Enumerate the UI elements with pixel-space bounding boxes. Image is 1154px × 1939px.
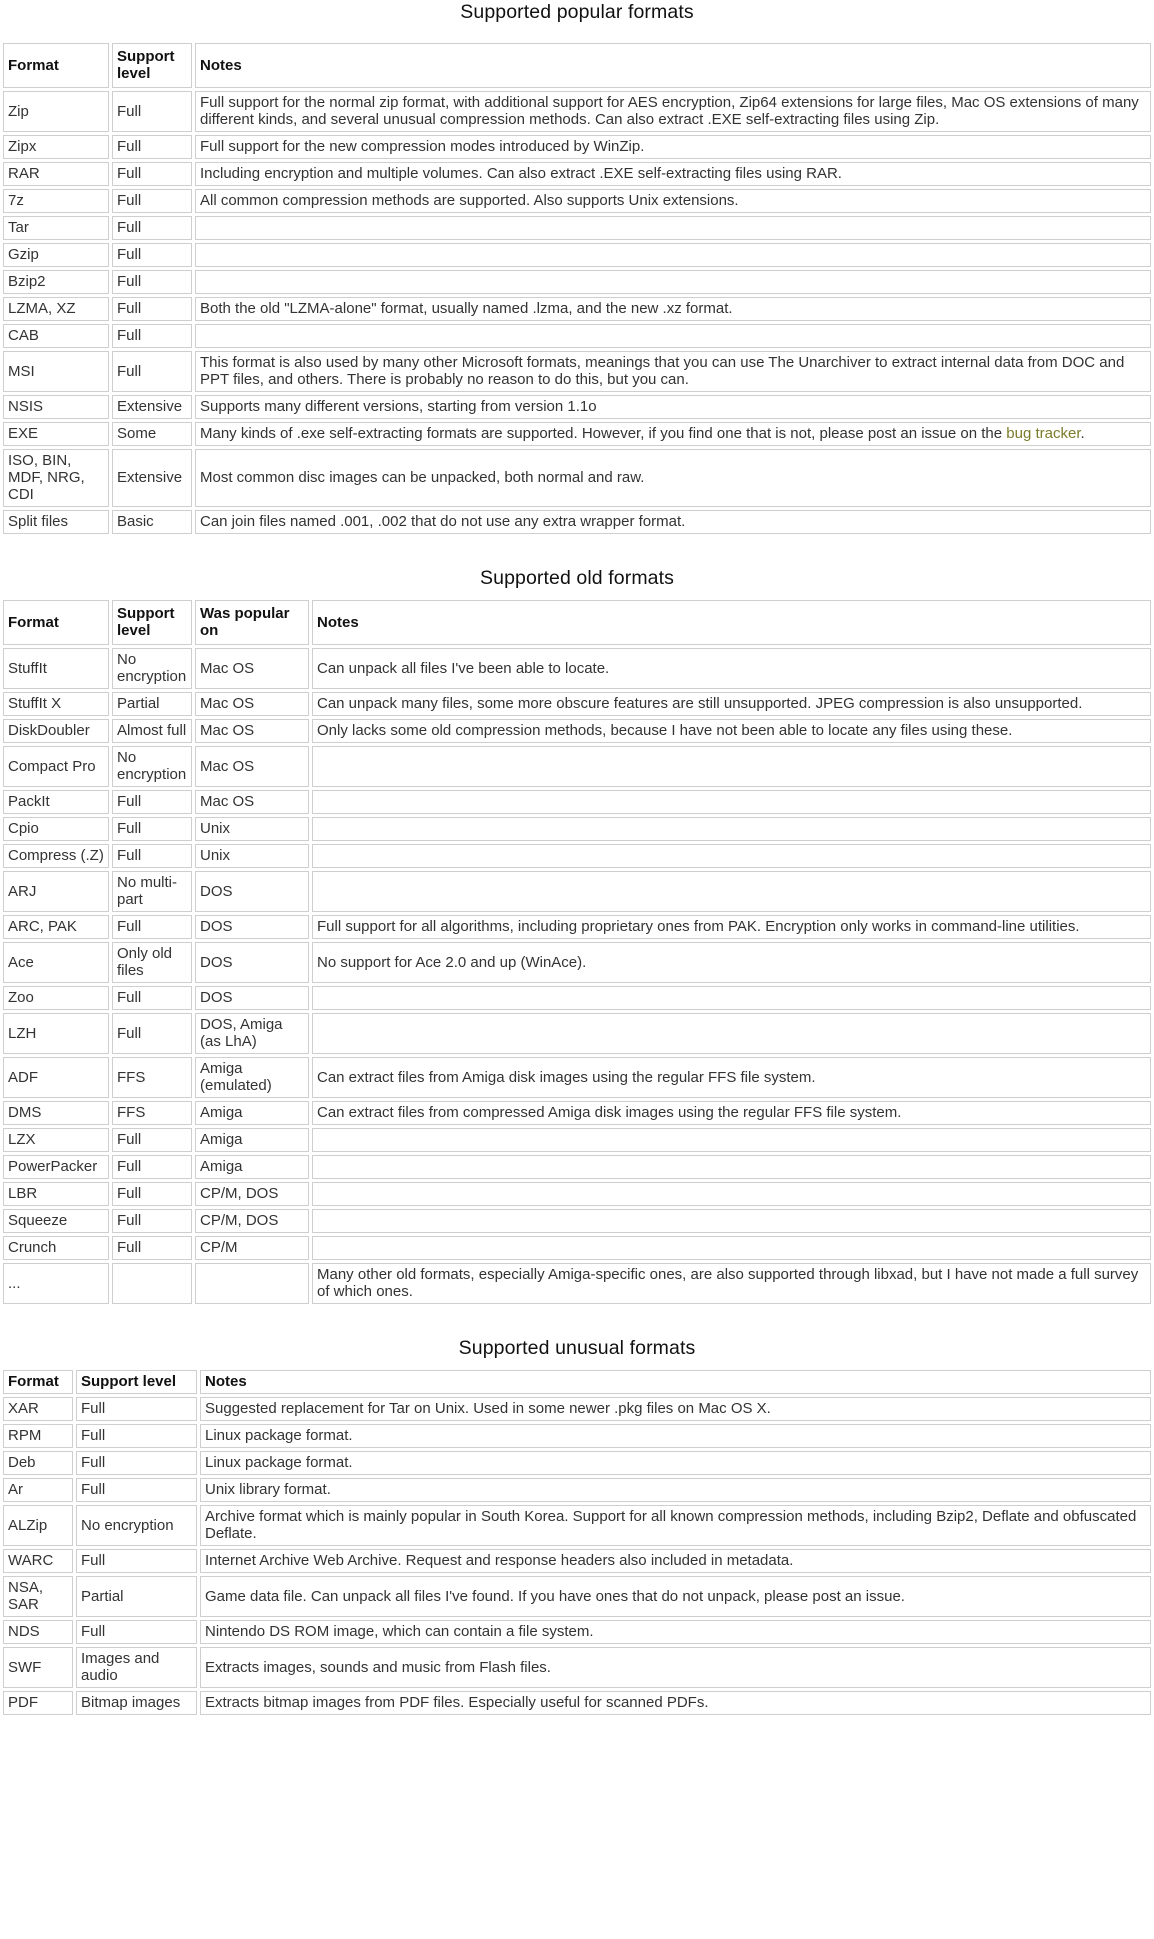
notes-cell: Supports many different versions, starting from version 1.1o [195, 395, 1151, 419]
notes-cell: Full support for the new compression modes introduced by WinZip. [195, 135, 1151, 159]
table-row [3, 395, 1151, 419]
notes-cell [195, 216, 1151, 240]
notes-cell: Both the old "LZMA-alone" format, usually named .lzma, and the new .xz format. [195, 297, 1151, 321]
format-cell: Zipx [3, 135, 109, 159]
table-row [3, 1101, 1151, 1125]
column-header-format: Format [3, 600, 109, 645]
table-row [3, 844, 1151, 868]
support-level-cell: No encryption [76, 1505, 197, 1546]
popular-on-cell [195, 1263, 309, 1304]
popular-on-cell: DOS [195, 915, 309, 939]
table-row [3, 1057, 1151, 1098]
format-cell: PowerPacker [3, 1155, 109, 1179]
table-row [3, 648, 1151, 689]
table-header-row [3, 1370, 1151, 1394]
notes-cell [312, 817, 1151, 841]
table-row [3, 1397, 1151, 1421]
format-cell: RPM [3, 1424, 73, 1448]
notes-cell: Archive format which is mainly popular in South Korea. Support for all known compression methods, including Bzip2, Deflate and obfuscated Deflate. [200, 1505, 1151, 1546]
support-level-cell: Bitmap images [76, 1691, 197, 1715]
support-level-cell: Full [76, 1549, 197, 1573]
format-cell: NDS [3, 1620, 73, 1644]
table-header-row [3, 43, 1151, 88]
notes-cell: Linux package format. [200, 1424, 1151, 1448]
notes-cell [312, 871, 1151, 912]
notes-cell [312, 790, 1151, 814]
notes-cell: Can unpack many files, some more obscure features are still unsupported. JPEG compression is also unsupported. [312, 692, 1151, 716]
notes-cell: Internet Archive Web Archive. Request and response headers also included in metadata. [200, 1549, 1151, 1573]
table-row [3, 324, 1151, 348]
table-row [3, 351, 1151, 392]
notes-cell: Suggested replacement for Tar on Unix. Used in some newer .pkg files on Mac OS X. [200, 1397, 1151, 1421]
table-row [3, 1451, 1151, 1475]
popular-on-cell: Unix [195, 817, 309, 841]
notes-cell: Nintendo DS ROM image, which can contain a file system. [200, 1620, 1151, 1644]
table-row [3, 1620, 1151, 1644]
popular-on-cell: Amiga [195, 1155, 309, 1179]
support-level-cell: Full [76, 1620, 197, 1644]
format-cell: Squeeze [3, 1209, 109, 1233]
format-cell: DMS [3, 1101, 109, 1125]
support-level-cell: Full [112, 270, 192, 294]
support-level-cell: Full [76, 1451, 197, 1475]
popular-on-cell: Mac OS [195, 692, 309, 716]
popular-on-cell: Amiga [195, 1128, 309, 1152]
popular-on-cell: Amiga (emulated) [195, 1057, 309, 1098]
format-cell: LZH [3, 1013, 109, 1054]
table-row [3, 1505, 1151, 1546]
format-cell: PDF [3, 1691, 73, 1715]
format-cell: Zip [3, 91, 109, 132]
popular-on-cell: CP/M, DOS [195, 1182, 309, 1206]
notes-cell [312, 1128, 1151, 1152]
notes-cell: This format is also used by many other Microsoft formats, meanings that you can use The Unarchiver to extract internal data from DOC and PPT files, and others. There is probably no reason to do this, but you can. [195, 351, 1151, 392]
support-level-cell: Full [112, 91, 192, 132]
format-cell: ARC, PAK [3, 915, 109, 939]
notes-cell: Can extract files from Amiga disk images using the regular FFS file system. [312, 1057, 1151, 1098]
table-row [3, 1263, 1151, 1304]
support-level-cell: Full [112, 844, 192, 868]
table-row [3, 1209, 1151, 1233]
format-cell: XAR [3, 1397, 73, 1421]
support-level-cell: Full [76, 1397, 197, 1421]
format-cell: Bzip2 [3, 270, 109, 294]
support-level-cell: Full [76, 1424, 197, 1448]
popular-on-cell: Unix [195, 844, 309, 868]
notes-cell [312, 1155, 1151, 1179]
format-cell: Compress (.Z) [3, 844, 109, 868]
notes-cell [312, 844, 1151, 868]
column-header-format: Format [3, 1370, 73, 1394]
support-level-cell: Full [112, 297, 192, 321]
format-cell: ADF [3, 1057, 109, 1098]
notes-cell: Game data file. Can unpack all files I've found. If you have ones that do not unpack, please post an issue. [200, 1576, 1151, 1617]
notes-cell: Can join files named .001, .002 that do not use any extra wrapper format. [195, 510, 1151, 534]
notes-cell: Including encryption and multiple volumes. Can also extract .EXE self-extracting files using RAR. [195, 162, 1151, 186]
format-cell: LZX [3, 1128, 109, 1152]
notes-cell: Can unpack all files I've been able to locate. [312, 648, 1151, 689]
table-row [3, 790, 1151, 814]
old-formats-title: Supported old formats [480, 567, 674, 589]
format-cell: Cpio [3, 817, 109, 841]
popular-on-cell: Amiga [195, 1101, 309, 1125]
table-row [3, 243, 1151, 267]
notes-cell [195, 422, 1151, 446]
table-row [3, 189, 1151, 213]
notes-cell: Linux package format. [200, 1451, 1151, 1475]
support-level-cell: No encryption [112, 746, 192, 787]
support-level-cell: Full [112, 1209, 192, 1233]
format-cell: LZMA, XZ [3, 297, 109, 321]
notes-text: Many kinds of .exe self-extracting formats are supported. However, if you find one that is not, please post an issue on the [200, 425, 1007, 442]
support-level-cell: Full [112, 243, 192, 267]
support-level-cell: Full [112, 817, 192, 841]
format-cell: ISO, BIN, MDF, NRG, CDI [3, 449, 109, 507]
format-cell: EXE [3, 422, 109, 446]
table-row [3, 1549, 1151, 1573]
support-level-cell: Full [112, 1236, 192, 1260]
table-row [3, 1424, 1151, 1448]
format-cell: ARJ [3, 871, 109, 912]
format-cell: Ar [3, 1478, 73, 1502]
support-level-cell: Full [112, 790, 192, 814]
popular-formats-title: Supported popular formats [460, 1, 694, 23]
notes-cell: Can extract files from compressed Amiga disk images using the regular FFS file system. [312, 1101, 1151, 1125]
table-row [3, 297, 1151, 321]
table-row [3, 270, 1151, 294]
table-row [3, 135, 1151, 159]
format-cell: ALZip [3, 1505, 73, 1546]
notes-cell: Most common disc images can be unpacked, both normal and raw. [195, 449, 1151, 507]
format-cell: RAR [3, 162, 109, 186]
unusual-formats-table [0, 1367, 1154, 1718]
table-row [3, 422, 1151, 446]
table-row [3, 1691, 1151, 1715]
support-level-cell: Full [112, 216, 192, 240]
popular-formats-table [0, 40, 1154, 537]
notes-cell: Full support for the normal zip format, with additional support for AES encryption, Zip64 extensions for large files, Mac OS extensions of many different kinds, and several unusual compression methods. Can also extract .EXE self-extracting files using Zip. [195, 91, 1151, 132]
format-cell: Crunch [3, 1236, 109, 1260]
support-level-cell: Partial [76, 1576, 197, 1617]
support-level-cell: Full [112, 324, 192, 348]
format-cell: NSA, SAR [3, 1576, 73, 1617]
support-level-cell: Images and audio [76, 1647, 197, 1688]
support-level-cell: Full [112, 1155, 192, 1179]
table-row [3, 510, 1151, 534]
format-cell: PackIt [3, 790, 109, 814]
column-header-popular-on: Was popular on [195, 600, 309, 645]
support-level-cell: Only old files [112, 942, 192, 983]
table-row [3, 162, 1151, 186]
support-level-cell: Full [112, 189, 192, 213]
column-header-support-level: Support level [112, 43, 192, 88]
table-row [3, 746, 1151, 787]
support-level-cell: Basic [112, 510, 192, 534]
table-row [3, 871, 1151, 912]
support-level-cell: Full [112, 351, 192, 392]
table-row [3, 1576, 1151, 1617]
format-cell: DiskDoubler [3, 719, 109, 743]
table-row [3, 449, 1151, 507]
notes-cell [312, 1236, 1151, 1260]
bug-tracker-link[interactable]: bug tracker [1006, 425, 1081, 442]
column-header-support-level: Support level [76, 1370, 197, 1394]
notes-text-end: . [1080, 425, 1085, 442]
column-header-support-level: Support level [112, 600, 192, 645]
format-cell: MSI [3, 351, 109, 392]
support-level-cell: Extensive [112, 449, 192, 507]
column-header-notes: Notes [195, 43, 1151, 88]
format-cell: StuffIt [3, 648, 109, 689]
support-level-cell: Full [112, 1128, 192, 1152]
notes-cell: All common compression methods are supported. Also supports Unix extensions. [195, 189, 1151, 213]
support-level-cell [112, 1263, 192, 1304]
popular-on-cell: Mac OS [195, 648, 309, 689]
table-row [3, 1236, 1151, 1260]
notes-cell [312, 1182, 1151, 1206]
format-cell: Tar [3, 216, 109, 240]
support-level-cell: Extensive [112, 395, 192, 419]
unusual-formats-title: Supported unusual formats [458, 1337, 696, 1359]
support-level-cell: Some [112, 422, 192, 446]
format-cell: CAB [3, 324, 109, 348]
notes-cell: No support for Ace 2.0 and up (WinAce). [312, 942, 1151, 983]
support-level-cell: Full [112, 162, 192, 186]
notes-cell: Extracts images, sounds and music from Flash files. [200, 1647, 1151, 1688]
notes-cell: Full support for all algorithms, including proprietary ones from PAK. Encryption only works in command-line utilities. [312, 915, 1151, 939]
old-formats-table [0, 597, 1154, 1307]
support-level-cell: Full [112, 1182, 192, 1206]
table-row [3, 1478, 1151, 1502]
format-cell: Ace [3, 942, 109, 983]
popular-on-cell: DOS [195, 986, 309, 1010]
support-level-cell: Full [112, 135, 192, 159]
notes-cell [195, 324, 1151, 348]
format-cell: 7z [3, 189, 109, 213]
table-row [3, 719, 1151, 743]
format-cell: NSIS [3, 395, 109, 419]
table-row [3, 942, 1151, 983]
notes-cell [195, 243, 1151, 267]
notes-cell [312, 986, 1151, 1010]
notes-cell: Unix library format. [200, 1478, 1151, 1502]
support-level-cell: Full [112, 915, 192, 939]
table-row [3, 817, 1151, 841]
popular-on-cell: CP/M, DOS [195, 1209, 309, 1233]
notes-cell: Only lacks some old compression methods, because I have not been able to locate any files using these. [312, 719, 1151, 743]
support-level-cell: Full [112, 986, 192, 1010]
popular-on-cell: DOS [195, 942, 309, 983]
format-cell: Deb [3, 1451, 73, 1475]
notes-cell [312, 746, 1151, 787]
table-row [3, 915, 1151, 939]
column-header-format: Format [3, 43, 109, 88]
table-row [3, 986, 1151, 1010]
support-level-cell: Full [76, 1478, 197, 1502]
format-cell: StuffIt X [3, 692, 109, 716]
table-row [3, 1182, 1151, 1206]
popular-on-cell: Mac OS [195, 746, 309, 787]
support-level-cell: FFS [112, 1101, 192, 1125]
table-row [3, 216, 1151, 240]
table-row [3, 91, 1151, 132]
table-row [3, 692, 1151, 716]
support-level-cell: No encryption [112, 648, 192, 689]
popular-on-cell: Mac OS [195, 790, 309, 814]
table-row [3, 1155, 1151, 1179]
popular-on-cell: Mac OS [195, 719, 309, 743]
notes-cell: Many other old formats, especially Amiga-specific ones, are also supported through libxad, but I have not made a full survey of which ones. [312, 1263, 1151, 1304]
column-header-notes: Notes [200, 1370, 1151, 1394]
format-cell: Split files [3, 510, 109, 534]
support-level-cell: Full [112, 1013, 192, 1054]
popular-on-cell: DOS [195, 871, 309, 912]
table-row [3, 1647, 1151, 1688]
notes-cell: Extracts bitmap images from PDF files. Especially useful for scanned PDFs. [200, 1691, 1151, 1715]
support-level-cell: Almost full [112, 719, 192, 743]
popular-on-cell: DOS, Amiga (as LhA) [195, 1013, 309, 1054]
notes-cell [312, 1013, 1151, 1054]
notes-cell [312, 1209, 1151, 1233]
format-cell: Zoo [3, 986, 109, 1010]
format-cell: ... [3, 1263, 109, 1304]
format-cell: SWF [3, 1647, 73, 1688]
support-level-cell: Partial [112, 692, 192, 716]
format-cell: WARC [3, 1549, 73, 1573]
table-row [3, 1128, 1151, 1152]
format-cell: Gzip [3, 243, 109, 267]
support-level-cell: FFS [112, 1057, 192, 1098]
table-header-row [3, 600, 1151, 645]
format-cell: Compact Pro [3, 746, 109, 787]
popular-on-cell: CP/M [195, 1236, 309, 1260]
format-cell: LBR [3, 1182, 109, 1206]
notes-cell [195, 270, 1151, 294]
column-header-notes: Notes [312, 600, 1151, 645]
support-level-cell: No multi-part [112, 871, 192, 912]
table-row [3, 1013, 1151, 1054]
